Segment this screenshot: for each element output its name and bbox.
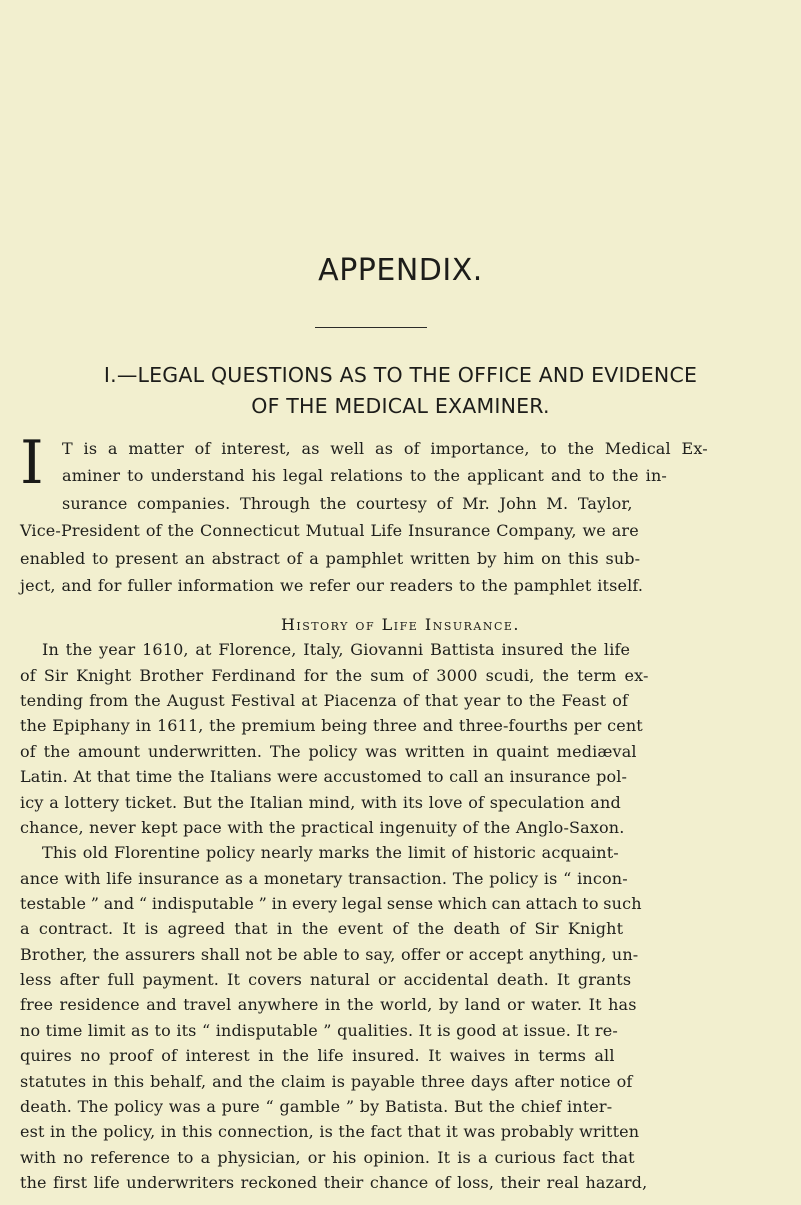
- drop-cap: I: [20, 428, 44, 498]
- page-title: APPENDIX.: [318, 253, 483, 288]
- body-line: a contract. It is agreed that in the event of the death of Sir Knight: [20, 919, 624, 939]
- body-line: testable ” and “ indisputable ” in every legal sense which can attach to such: [20, 894, 642, 914]
- body-line: the first life underwriters reckoned their chance of loss, their real hazard,: [20, 1173, 648, 1192]
- section-heading-line-1: I.—LEGAL QUESTIONS AS TO THE OFFICE AND EVIDENCE: [103, 363, 698, 387]
- body-line: In the year 1610, at Florence, Italy, Giovanni Battista insured the life: [42, 640, 631, 660]
- body-line: of Sir Knight Brother Ferdinand for the sum of 3000 scudi, the term ex-: [20, 665, 649, 685]
- body-line: ance with life insurance as a monetary transaction. The policy is “ incon-: [20, 868, 628, 888]
- intro-line: enabled to present an abstract of a pamphlet written by him on this sub-: [20, 548, 641, 568]
- body-line: tending from the August Festival at Piacenza of that year to the Feast of: [20, 691, 629, 711]
- body-line: icy a lottery ticket. But the Italian mind, with its love of speculation and: [20, 792, 621, 812]
- intro-line: ject, and for fuller information we refer our readers to the pamphlet itself.: [20, 576, 644, 595]
- body-line: with no reference to a physician, or his opinion. It is a curious fact that: [20, 1147, 635, 1167]
- body-line: death. The policy was a pure “ gamble ” by Batista. But the chief inter-: [20, 1096, 613, 1116]
- intro-line: T is a matter of interest, as well as of importance, to the Medical Ex-: [62, 439, 708, 458]
- intro-line: aminer to understand his legal relations to the applicant and to the in-: [62, 466, 667, 486]
- body-line: of the amount underwritten. The policy was written in quaint mediæval: [20, 741, 637, 761]
- intro-line: Vice-President of the Connecticut Mutual Life Insurance Company, we are: [20, 521, 639, 541]
- body-line: free residence and travel anywhere in the world, by land or water. It has: [20, 995, 637, 1015]
- body-line: the Epiphany in 1611, the premium being three and three-fourths per cent: [20, 716, 643, 736]
- body-line: chance, never kept pace with the practical ingenuity of the Anglo-Saxon.: [20, 817, 625, 837]
- intro-line: surance companies. Through the courtesy of Mr. John M. Taylor,: [62, 493, 633, 513]
- body-line: less after full payment. It covers natural or accidental death. It grants: [20, 970, 632, 990]
- body-line: statutes in this behalf, and the claim is payable three days after notice of: [20, 1071, 633, 1091]
- body-line: Brother, the assurers shall not be able to say, offer or accept anything, un-: [20, 944, 639, 964]
- title-divider: [315, 327, 427, 328]
- body-line: quires no proof of interest in the life insured. It waives in terms all: [20, 1046, 615, 1066]
- body-line: est in the policy, in this connection, is the fact that it was probably written: [20, 1122, 640, 1142]
- body-line: Latin. At that time the Italians were accustomed to call an insurance pol-: [20, 767, 628, 787]
- section-heading-line-2: OF THE MEDICAL EXAMINER.: [251, 394, 550, 418]
- body-line: This old Florentine policy nearly marks the limit of historic acquaint-: [42, 843, 619, 863]
- body-line: no time limit as to its “ indisputable ” qualities. It is good at issue. It re-: [20, 1020, 618, 1040]
- subsection-heading: History of Life Insurance.: [280, 615, 521, 635]
